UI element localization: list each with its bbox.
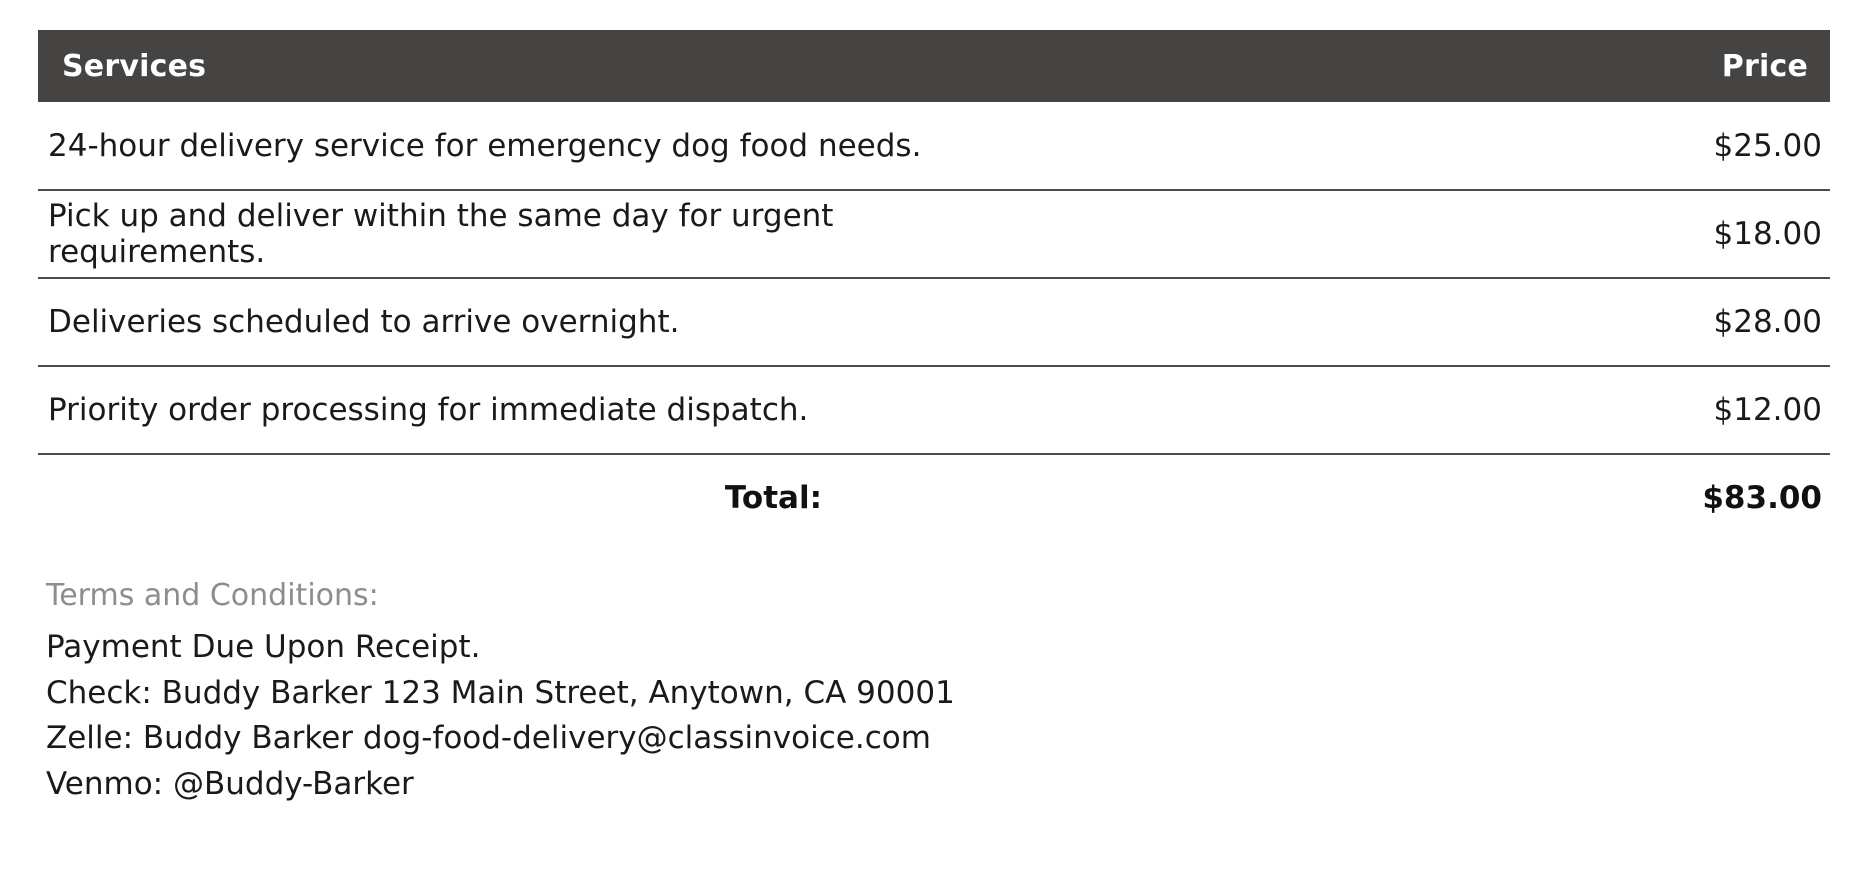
service-price: $12.00 [1713, 392, 1822, 428]
services-table-body [38, 102, 1830, 540]
table-header-row [38, 30, 1830, 102]
service-description: Priority order processing for immediate dispatch. [48, 392, 809, 428]
table-row [38, 190, 1830, 278]
terms-line: Check: Buddy Barker 123 Main Street, Anytown, CA 90001 [46, 674, 955, 711]
terms-line: Payment Due Upon Receipt. [46, 629, 481, 665]
table-row [38, 102, 1830, 190]
services-table-head [38, 30, 1830, 102]
column-header-price: Price [1721, 48, 1808, 84]
services-table [38, 30, 1830, 540]
service-description: 24-hour delivery service for emergency dog food needs. [48, 127, 922, 164]
terms-line: Venmo: @Buddy-Barker [46, 765, 414, 802]
table-total-row [38, 454, 1830, 540]
terms-and-conditions [38, 578, 1830, 807]
terms-line: Zelle: Buddy Barker dog-food-delivery@classinvoice.com [46, 720, 931, 757]
service-price: $28.00 [1713, 304, 1822, 340]
table-row [38, 278, 1830, 366]
service-price: $25.00 [1713, 127, 1822, 164]
service-description: Deliveries scheduled to arrive overnight. [48, 304, 680, 340]
service-price: $18.00 [1713, 216, 1822, 252]
terms-title: Terms and Conditions: [46, 578, 379, 613]
service-description: Pick up and deliver within the same day for urgent requirements. [48, 198, 834, 270]
table-row [38, 366, 1830, 454]
column-header-services: Services [62, 48, 207, 84]
total-label: Total: [724, 479, 822, 516]
total-value: $83.00 [1702, 479, 1822, 516]
